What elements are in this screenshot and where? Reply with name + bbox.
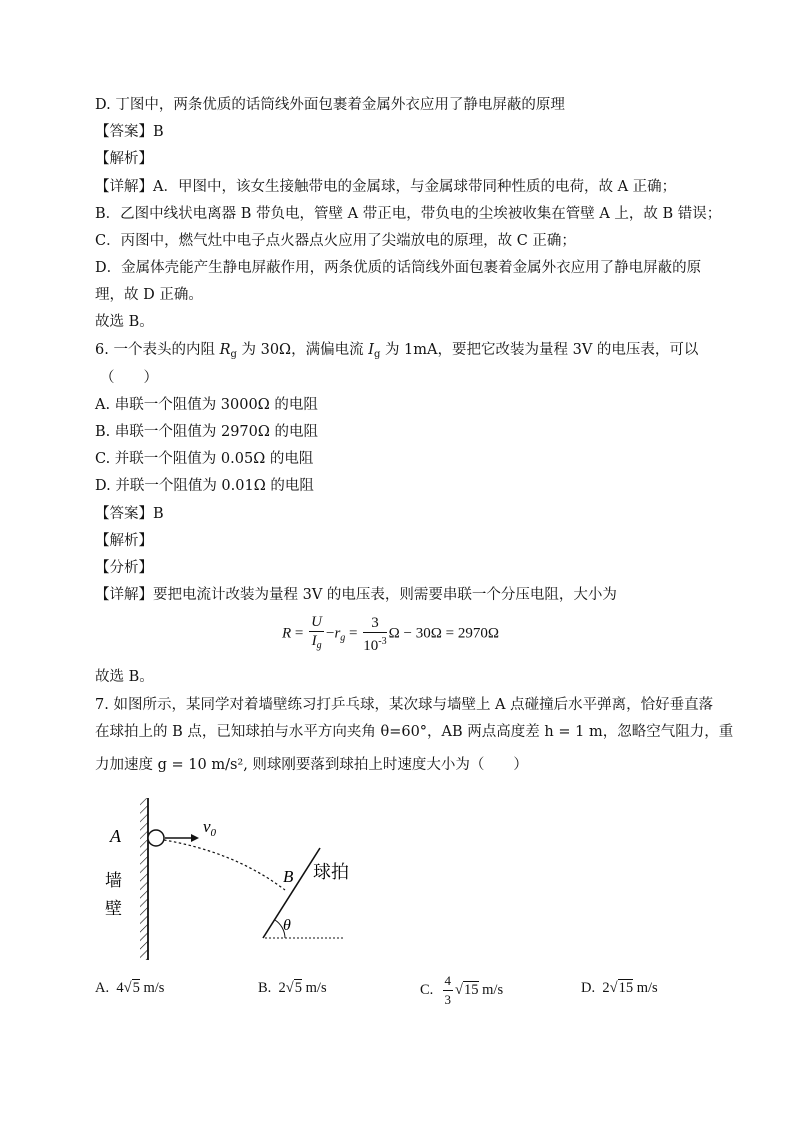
- answer-value: B: [153, 124, 164, 140]
- q7-option-d: D. 2√15 m/s: [581, 980, 658, 996]
- q6-option-a: A. 串联一个阻值为 3000Ω 的电阻: [95, 397, 318, 413]
- q7-stem-line3: 力加速度 g = 10 m/s², 则球刚要落到球拍上时速度大小为（ ）: [95, 757, 528, 773]
- trajectory: [164, 840, 285, 890]
- label-wall-1: 墙: [105, 871, 122, 890]
- q5-detail-b: B．乙图中线状电离器 B 带负电，管壁 A 带正电，带负电的尘埃被收集在管壁 A 上，故 B 错误；: [95, 206, 722, 222]
- label-a: A: [110, 826, 121, 846]
- q5-detail-d-line1: D．金属体壳能产生静电屏蔽作用，两条优质的话筒线外面包裹着金属外衣应用了静电屏蔽的原: [95, 260, 702, 276]
- label-paddle: 球拍: [313, 862, 349, 882]
- label-b: B: [283, 867, 294, 886]
- q7-option-a: A. 4√5 m/s: [95, 980, 165, 996]
- q6-option-d: D. 并联一个阻值为 0.01Ω 的电阻: [95, 478, 314, 494]
- arrow-head: [191, 834, 199, 842]
- q7-option-c: C. $\frac{4}{3}$ √15 m/s: [420, 973, 504, 1007]
- q6-formula: R = $\frac{U}{I_g}$ $-r_g$ = $\frac{3}{10^{-3}}$ Ω − 30Ω = 2970Ω: [282, 614, 499, 654]
- ball: [148, 830, 164, 846]
- label-v0: $v_0$: [203, 817, 217, 839]
- q7-option-b: B. 2√5 m/s: [258, 980, 327, 996]
- answer-tag: 【答案】: [95, 124, 153, 140]
- q5-conclusion: 故选 B。: [95, 314, 154, 330]
- label-wall-2: 壁: [105, 899, 122, 918]
- q6-stem: 6. 一个表头的内阻 $R_g$ 为 30Ω，满偏电流 $I_g$ 为 1mA，要把它改装为量程 3V 的电压表，可以: [95, 342, 699, 360]
- label-theta: θ: [283, 917, 291, 934]
- paddle: [263, 848, 320, 938]
- q6-conclusion: 故选 B。: [95, 669, 154, 685]
- q5-option-d: D. 丁图中，两条优质的话筒线外面包裹着金属外衣应用了静电屏蔽的原理: [95, 97, 565, 113]
- q5-answer: [95, 122, 164, 142]
- q6-option-b: B. 串联一个阻值为 2970Ω 的电阻: [95, 424, 319, 440]
- q7-stem-line2: 在球拍上的 B 点，已知球拍与水平方向夹角 θ=60°，AB 两点高度差 h = 1 m，忽略空气阻力，重: [95, 724, 734, 740]
- q5-analysis-tag: 【解析】: [95, 151, 153, 167]
- q6-analysis-tag: 【解析】: [95, 533, 153, 549]
- q7-figure: [95, 790, 365, 960]
- wall-hatching: [140, 798, 148, 960]
- q6-answer: 【答案】B: [95, 506, 164, 522]
- q7-stem-line1: 7. 如图所示，某同学对着墙壁练习打乒乓球，某次球与墙壁上 A 点碰撞后水平弹离，恰好垂直落: [95, 697, 714, 713]
- q6-blank: （ ）: [100, 370, 158, 386]
- q5-detail-a: 【详解】A．甲图中，该女生接触带电的金属球，与金属球带同种性质的电荷，故 A 正确；: [95, 179, 677, 195]
- q5-detail-c: C．丙图中，燃气灶中电子点火器点火应用了尖端放电的原理，故 C 正确；: [95, 233, 576, 249]
- q5-detail-d-line2: 理，故 D 正确。: [95, 287, 203, 303]
- q6-detail: 【详解】要把电流计改装为量程 3V 的电压表，则需要串联一个分压电阻，大小为: [95, 587, 617, 603]
- q6-fenxi-tag: 【分析】: [95, 560, 153, 576]
- q6-option-c: C. 并联一个阻值为 0.05Ω 的电阻: [95, 451, 314, 467]
